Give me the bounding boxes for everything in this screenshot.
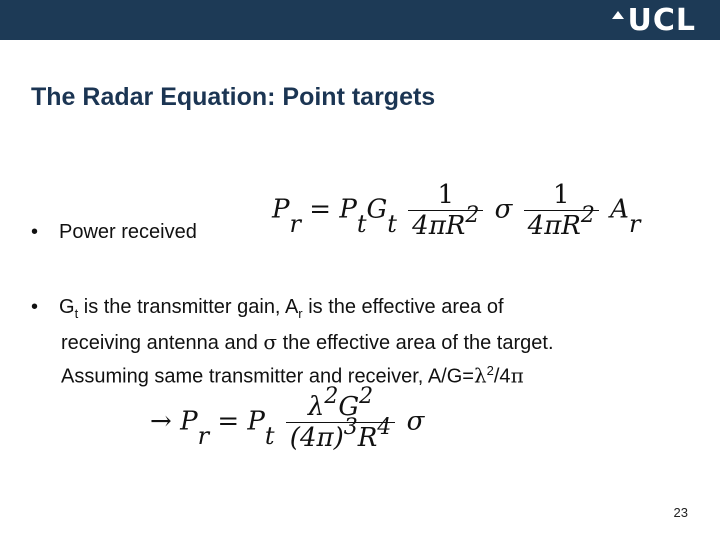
eq-subscript: r bbox=[197, 421, 210, 450]
bullet-gain-definitions: • $G_t$ is the transmitter gain, $A_r$ is the effective area of receiving antenna and σ the effective area of the target. Assuming same transmitter and receiver, $A/G=\lambda^2/4\pi$ bbox=[31, 293, 671, 391]
eq-fraction: $\frac{1}{4\pi R^2}$ bbox=[408, 180, 483, 241]
eq-subscript: t bbox=[264, 421, 275, 450]
eq-term: A bbox=[610, 194, 629, 225]
eq-fraction: $\frac{1}{4\pi R^2}$ bbox=[524, 180, 599, 241]
eq-term: P bbox=[272, 194, 290, 225]
eq-term: P bbox=[339, 194, 357, 225]
bullet-dot: • bbox=[31, 296, 39, 318]
eq-subscript: t bbox=[387, 209, 397, 238]
eq-sigma: σ bbox=[406, 406, 425, 437]
page-number: 23 bbox=[673, 505, 688, 520]
eq-equals: = bbox=[217, 406, 240, 437]
logo-wordmark: UCL bbox=[627, 3, 696, 38]
eq-subscript: t bbox=[356, 209, 367, 238]
eq-sigma: σ bbox=[494, 194, 513, 225]
eq-term: P bbox=[247, 406, 265, 437]
bullet-dot: • bbox=[31, 221, 39, 243]
eq-subscript: r bbox=[628, 209, 641, 238]
slide-title: The Radar Equation: Point targets bbox=[31, 83, 436, 111]
portico-icon bbox=[612, 11, 624, 19]
eq-term: G bbox=[366, 194, 388, 225]
eq-fraction: $\frac{\lambda^2G^2}{(4\pi)^3R^4}$ bbox=[286, 392, 396, 453]
bullet-power-received bbox=[31, 218, 197, 246]
radar-equation bbox=[272, 180, 640, 241]
header-bar bbox=[0, 0, 720, 40]
ucl-logo bbox=[612, 4, 697, 38]
eq-subscript: r bbox=[289, 209, 301, 238]
eq-equals: = bbox=[309, 194, 332, 225]
eq-term: P bbox=[180, 406, 198, 437]
bullet-text: Power received bbox=[59, 221, 197, 243]
arrow-icon: → bbox=[150, 406, 172, 437]
simplified-radar-equation bbox=[150, 384, 425, 453]
